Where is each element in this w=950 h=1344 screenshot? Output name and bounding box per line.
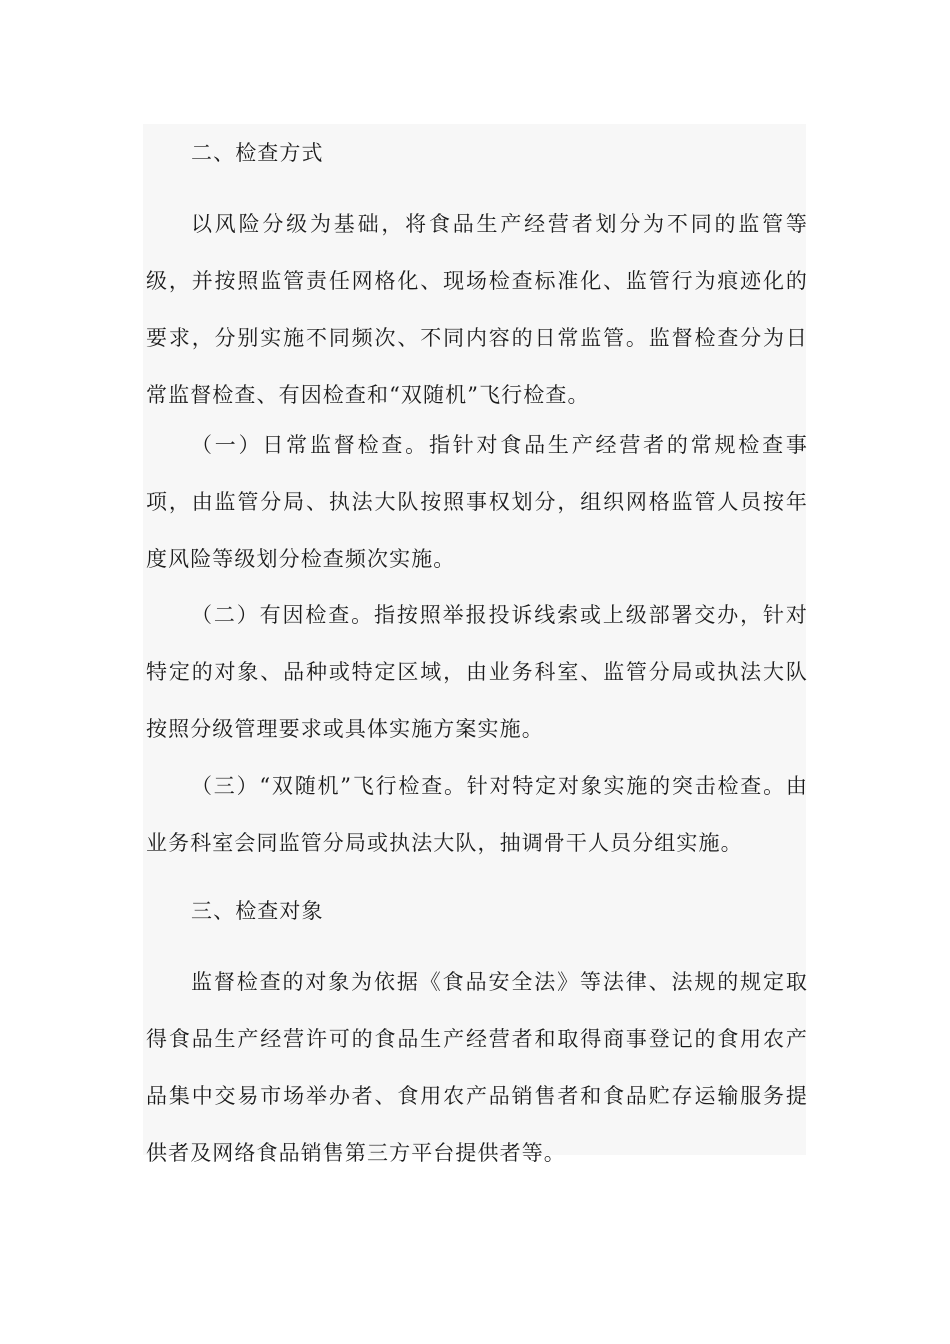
section-3-heading: 三、检查对象	[191, 899, 324, 923]
section-2-heading: 二、检查方式	[191, 141, 324, 165]
section-3-body-paragraph: 监督检查的对象为依据《食品安全法》等法律、法规的规定取得食品生产经营许可的食品生产经营者和取得商事登记的食用农产品集中交易市场举办者、食用农产品销售者和食品贮存运输服务提供者及网络食品销售第三方平台提供者等。	[146, 970, 808, 1165]
inspection-type-1-paragraph: （一）日常监督检查。指针对食品生产经营者的常规检查事项，由监管分局、执法大队按照事权划分，组织网格监管人员按年度风险等级划分检查频次实施。	[146, 433, 808, 571]
section-2-intro-paragraph: 以风险分级为基础，将食品生产经营者划分为不同的监管等级，并按照监管责任网格化、现场检查标准化、监管行为痕迹化的要求，分别实施不同频次、不同内容的日常监管。监督检查分为日常监督检查、有因检查和“双随机”飞行检查。	[146, 212, 808, 407]
document-page	[143, 124, 808, 1165]
inspection-type-2-paragraph: （二）有因检查。指按照举报投诉线索或上级部署交办，针对特定的对象、品种或特定区域，由业务科室、监管分局或执法大队按照分级管理要求或具体实施方案实施。	[146, 603, 808, 741]
inspection-type-3-paragraph: （三）“双随机”飞行检查。针对特定对象实施的突击检查。由业务科室会同监管分局或执法大队，抽调骨干人员分组实施。	[146, 774, 808, 855]
